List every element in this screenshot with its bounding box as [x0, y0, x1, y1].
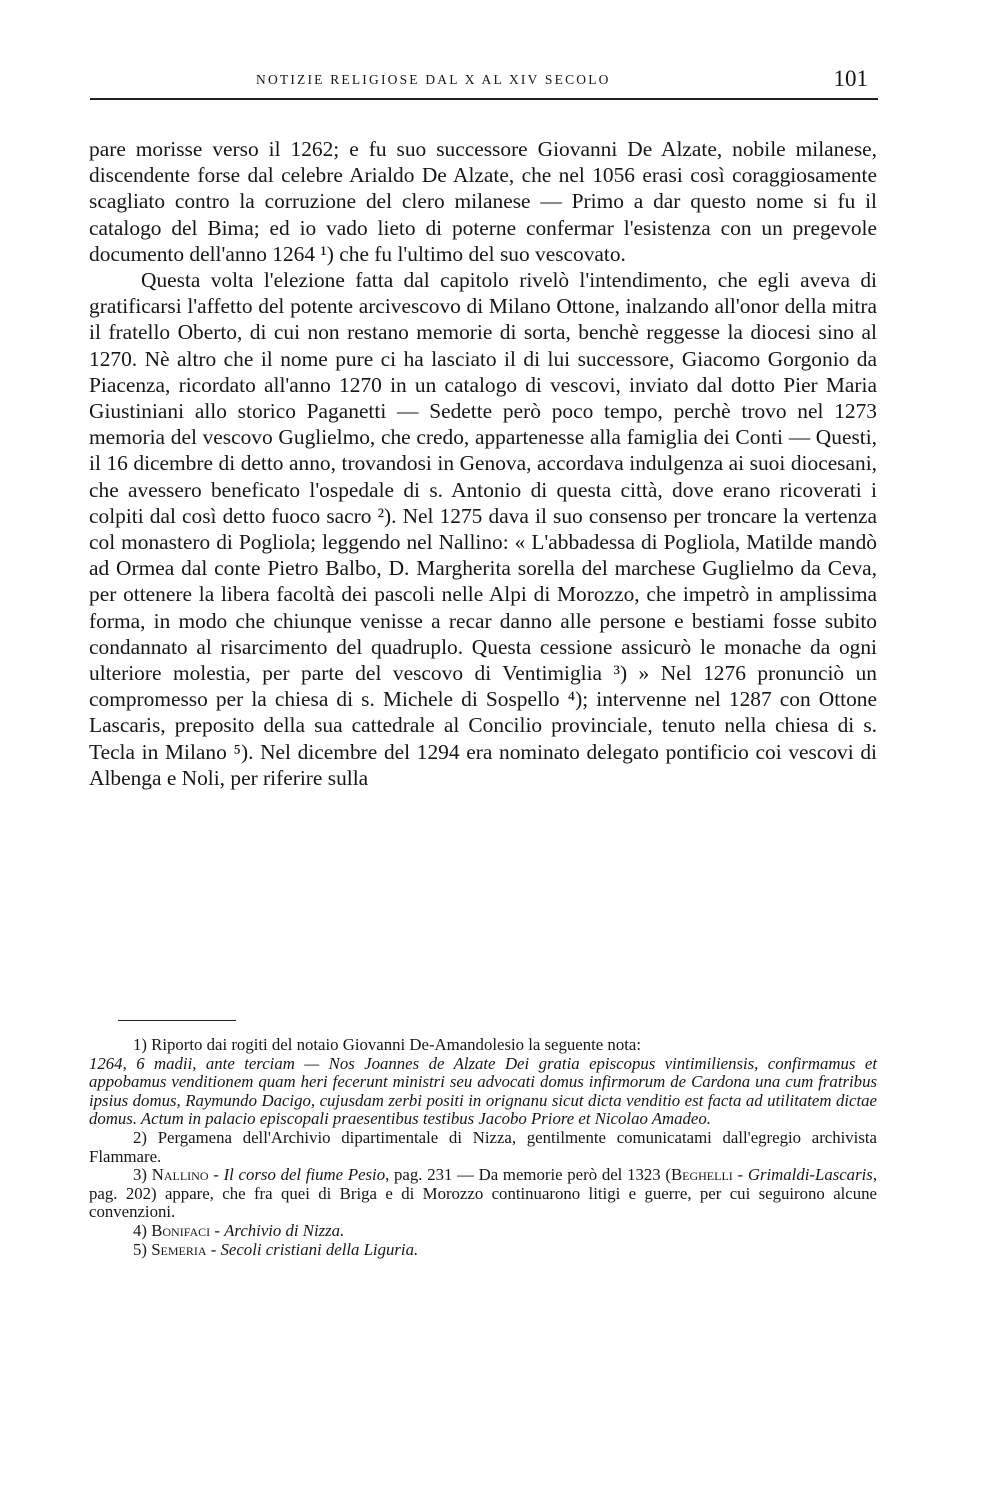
running-title: NOTIZIE RELIGIOSE DAL X AL XIV SECOLO: [256, 72, 611, 87]
page-header: [90, 66, 878, 100]
footnote-3-author: Nallino: [151, 1165, 209, 1185]
footnote-4-title: Archivio di Nizza.: [224, 1220, 345, 1240]
footnote-4-number: 4): [133, 1220, 147, 1240]
footnote-divider: [118, 1020, 236, 1021]
footnote-5: 5) Semeria - Secoli cristiani della Liguria.: [133, 1239, 419, 1259]
page-number: 101: [833, 66, 868, 91]
footnote-3-author-2: Beghelli: [670, 1165, 733, 1185]
main-text: [89, 136, 877, 791]
footnote-4-author: Bonifaci: [151, 1220, 211, 1240]
footnote-1-intro: 1) Riporto dai rogiti del notaio Giovanni De-Amandolesio la seguente nota:: [133, 1035, 641, 1054]
footnote-5-author: Semeria: [151, 1239, 207, 1259]
footnote-3-title: Il corso del fiume Pesio: [223, 1165, 386, 1185]
footnote-3-title-2: Grimaldi-Lascaris: [747, 1165, 873, 1185]
footnote-5-number: 5): [133, 1239, 147, 1259]
body-paragraph-1: pare morisse verso il 1262; e fu suo successore Giovanni De Alzate, nobile milanese, discendente forse dal celebre Arialdo De Alzate, che nel 1056 erasi così coraggiosamente scagliato contro la corruzione del clero milanese — Primo a dar questo nome si fu il catalogo del Bima; ed io vado lieto di poterne confermar l'esistenza con un pregevole documento dell'anno 1264 ¹) che fu l'ultimo del suo vescovato.: [89, 137, 877, 266]
footnotes: [89, 1036, 877, 1259]
footnote-3-number: 3): [133, 1165, 147, 1185]
footnote-3: 3) Nallino - Il corso del fiume Pesio, pag. 231 — Da memorie però del 1323 (Beghelli - Grimaldi-Lascaris, pag. 202) appare, che fra quei di Briga e di Morozzo continuarono litigi e guerre, per cui seguirono alcune convenzioni.: [89, 1165, 878, 1222]
footnote-3-text: , pag. 231 — Da memorie però del 1323 (: [385, 1165, 671, 1185]
footnote-4: 4) Bonifaci - Archivio di Nizza.: [133, 1220, 345, 1240]
body-paragraph-2: Questa volta l'elezione fatta dal capitolo rivelò l'intendimento, che egli aveva di gratificarsi l'affetto del potente arcivescovo di Milano Ottone, inalzando all'onor della mitra il fratello Oberto, di cui non restano memorie di sorta, benchè reggesse la diocesi sino al 1270. Nè altro che il nome pure ci ha lasciato il di lui successore, Giacomo Gorgonio da Piacenza, ricordato all'anno 1270 in un catalogo di vescovi, inviato dal dotto Pier Maria Giustiniani allo storico Paganetti — Sedette però poco tempo, perchè trovo nel 1273 memoria del vescovo Guglielmo, che credo, appartenesse alla famiglia dei Conti — Questi, il 16 dicembre di detto anno, trovandosi in Genova, accordava indulgenza ai suoi diocesani, che avessero beneficato l'ospedale di s. Antonio di questa città, dove erano ricoverati i colpiti dal così detto fuoco sacro ²). Nel 1275 dava il suo consenso per troncare la vertenza col monastero di Pogliola; leggendo nel Nallino: « L'abbadessa di Pogliola, Matilde mandò ad Ormea dal conte Pietro Balbo, D. Margherita sorella del marchese Guglielmo da Ceva, per ottenere la libera facoltà dei pascoli nelle Alpi di Morozzo, che impetrò in amplissima forma, in modo che chiunque venisse a recar danno alle persone e bestiami fosse subito condannato al risarcimento del quadruplo. Questa cessione assicurò le monache da ogni ulteriore molestia, per parte del vescovo di Ventimiglia ³) » Nel 1276 pronunciò un compromesso per la chiesa di s. Michele di Sospello ⁴); intervenne nel 1287 con Ottone Lascaris, preposito della sua cattedrale al Concilio provinciale, tenuto nella chiesa di s. Tecla in Milano ⁵). Nel dicembre del 1294 era nominato delegato pontificio coi vescovi di Albenga e Noli, per riferire sulla: [89, 268, 877, 790]
footnote-5-title: Secoli cristiani della Liguria.: [220, 1239, 419, 1259]
footnote-2: 2) Pergamena dell'Archivio dipartimentale di Nizza, gentilmente comunicatami dall'egregio archivista Flammare.: [89, 1127, 877, 1166]
footnote-1-quote: 1264, 6 madii, ante terciam — Nos Joannes de Alzate Dei gratia episcopus vintimiliensis, confirmamus et appobamus venditionem quam heri fecerunt ministri seu advocati domus infirmorum de Cardona una cum fratribus ipsius domus, Raymundo Dacigo, cujusdam zerbi positi in orignanu sicut dicta venditio est facta ad utilitatem dictae domus. Actum in palacio episcopali praesentibus testibus Jacobo Priore et Nicolao Amadeo.: [89, 1053, 877, 1129]
footnote-3-text-end: , pag. 202) appare, che fra quei di Briga e di Morozzo continuarono litigi e guerre, per cui seguirono alcune convenzioni.: [89, 1165, 878, 1222]
